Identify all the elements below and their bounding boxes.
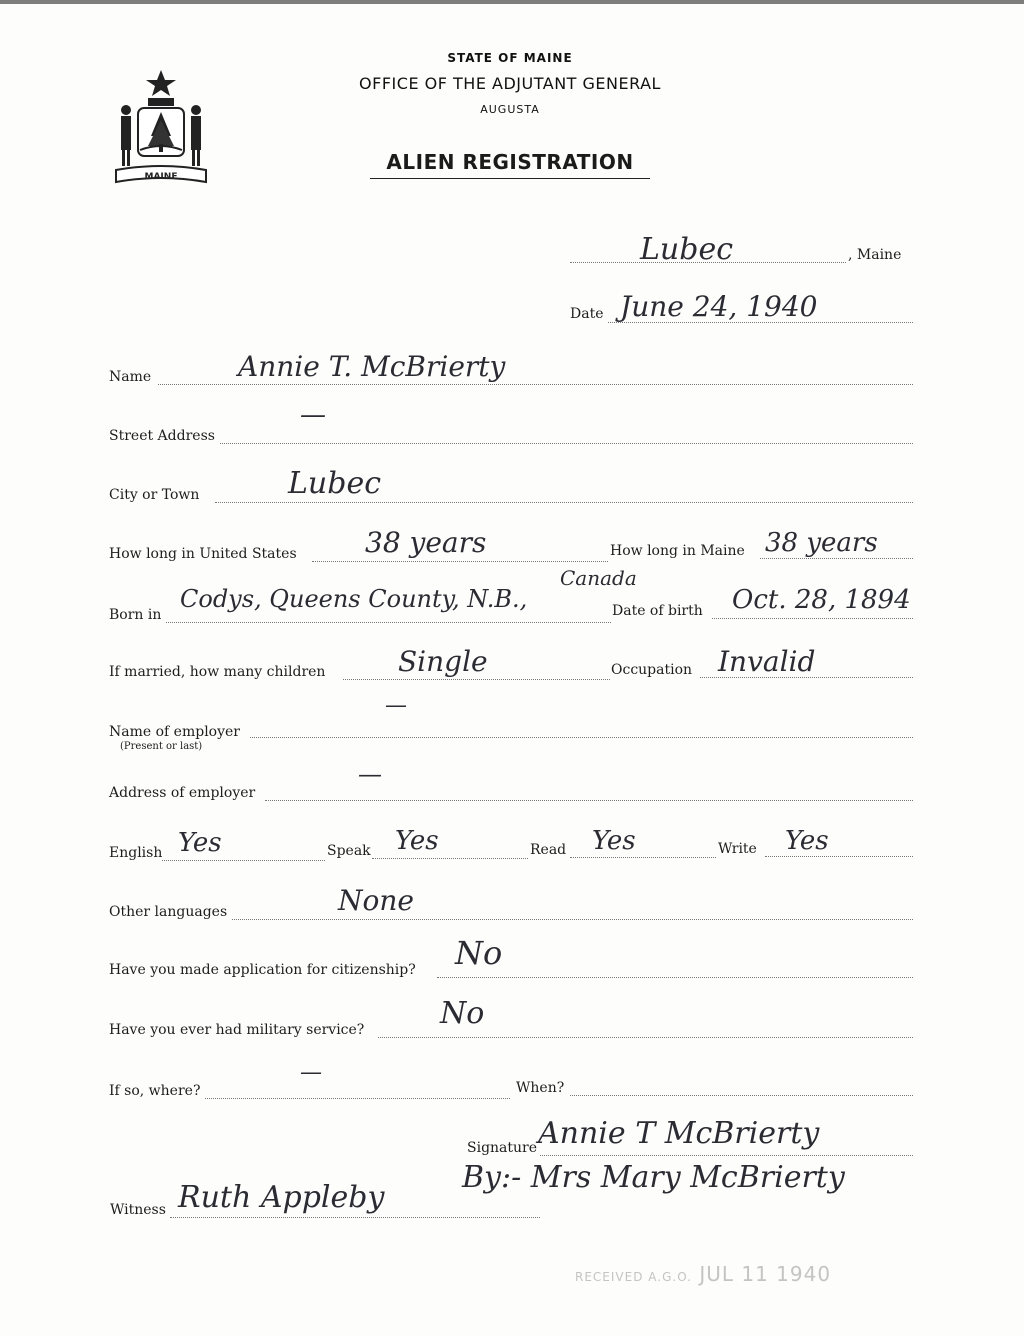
name-label: Name bbox=[109, 369, 152, 385]
read-entry: Yes bbox=[592, 826, 636, 856]
how-long-maine-entry: 38 years bbox=[765, 528, 878, 558]
if-so-where-line bbox=[205, 1098, 510, 1099]
military-entry: No bbox=[440, 996, 485, 1031]
header-city: AUGUSTA bbox=[480, 103, 540, 116]
employer-sublabel: (Present or last) bbox=[120, 741, 203, 752]
when-label: When? bbox=[516, 1080, 565, 1096]
street-label: Street Address bbox=[109, 428, 215, 444]
received-stamp bbox=[575, 1262, 831, 1286]
military-line bbox=[378, 1037, 913, 1038]
employer-address-line bbox=[265, 800, 913, 801]
speak-entry: Yes bbox=[395, 826, 439, 856]
form-title: ALIEN REGISTRATION bbox=[370, 150, 650, 179]
occupation-entry: Invalid bbox=[718, 645, 816, 678]
date-of-birth-entry: Oct. 28, 1894 bbox=[732, 585, 911, 615]
children-line bbox=[343, 679, 610, 680]
signature-by-entry: By:- Mrs Mary McBrierty bbox=[462, 1160, 845, 1195]
how-long-maine-line bbox=[760, 558, 913, 559]
signature-label: Signature bbox=[467, 1140, 538, 1156]
write-line bbox=[765, 856, 913, 857]
if-so-where-entry: — bbox=[300, 1060, 322, 1085]
employer-address-label: Address of employer bbox=[109, 785, 256, 801]
street-entry: — bbox=[300, 400, 326, 430]
stamp-date: JUL 11 1940 bbox=[699, 1262, 832, 1286]
if-so-where-label: If so, where? bbox=[109, 1083, 201, 1099]
children-label: If married, how many children bbox=[109, 664, 326, 680]
date-label: Date bbox=[570, 306, 604, 322]
how-long-maine-label: How long in Maine bbox=[610, 543, 745, 559]
speak-line bbox=[372, 858, 528, 859]
read-label: Read bbox=[530, 842, 567, 858]
witness-label: Witness bbox=[110, 1202, 166, 1218]
english-entry: Yes bbox=[178, 828, 222, 858]
how-long-us-line bbox=[312, 561, 608, 562]
town-entry: Lubec bbox=[640, 232, 734, 267]
english-line bbox=[162, 860, 325, 861]
other-languages-line bbox=[232, 919, 913, 920]
when-line bbox=[570, 1095, 913, 1096]
speak-label: Speak bbox=[327, 843, 371, 859]
born-in-note: Canada bbox=[560, 566, 637, 590]
read-line bbox=[570, 857, 716, 858]
other-languages-label: Other languages bbox=[109, 904, 228, 920]
scan-edge bbox=[0, 0, 1024, 4]
date-of-birth-line bbox=[712, 618, 913, 619]
street-line bbox=[220, 443, 913, 444]
name-line bbox=[158, 384, 913, 385]
citizenship-entry: No bbox=[455, 934, 503, 972]
how-long-us-label: How long in United States bbox=[109, 546, 297, 562]
stamp-received: RECEIVED A.G.O. bbox=[575, 1270, 692, 1284]
write-label: Write bbox=[718, 841, 757, 857]
born-in-entry: Codys, Queens County, N.B., bbox=[180, 585, 528, 613]
date-entry: June 24, 1940 bbox=[620, 290, 818, 323]
citizenship-label: Have you made application for citizenship? bbox=[109, 962, 416, 978]
maine-seal-icon bbox=[108, 66, 214, 190]
signature-entry: Annie T McBrierty bbox=[538, 1116, 820, 1151]
witness-line bbox=[170, 1217, 540, 1218]
maine-label: , Maine bbox=[848, 247, 902, 263]
header-office: OFFICE OF THE ADJUTANT GENERAL bbox=[359, 74, 661, 93]
header-state: STATE OF MAINE bbox=[447, 51, 573, 65]
name-entry: Annie T. McBrierty bbox=[238, 350, 506, 383]
city-line bbox=[215, 502, 913, 503]
employer-address-entry: — bbox=[358, 760, 382, 788]
military-label: Have you ever had military service? bbox=[109, 1022, 365, 1038]
other-languages-entry: None bbox=[338, 884, 414, 917]
witness-entry: Ruth Appleby bbox=[178, 1180, 385, 1215]
date-of-birth-label: Date of birth bbox=[612, 603, 703, 619]
born-in-label: Born in bbox=[109, 607, 162, 623]
how-long-us-entry: 38 years bbox=[365, 526, 487, 559]
employer-line bbox=[250, 737, 913, 738]
citizenship-line bbox=[437, 977, 913, 978]
children-entry: Single bbox=[398, 645, 488, 678]
employer-label: Name of employer bbox=[109, 724, 240, 740]
english-label: English bbox=[109, 845, 163, 861]
employer-entry: — bbox=[385, 693, 407, 718]
city-label: City or Town bbox=[109, 487, 200, 503]
write-entry: Yes bbox=[785, 826, 829, 856]
seal-text: MAINE bbox=[144, 172, 178, 182]
city-entry: Lubec bbox=[288, 466, 382, 501]
born-in-line bbox=[166, 622, 611, 623]
occupation-label: Occupation bbox=[611, 662, 693, 678]
signature-line bbox=[540, 1155, 913, 1156]
